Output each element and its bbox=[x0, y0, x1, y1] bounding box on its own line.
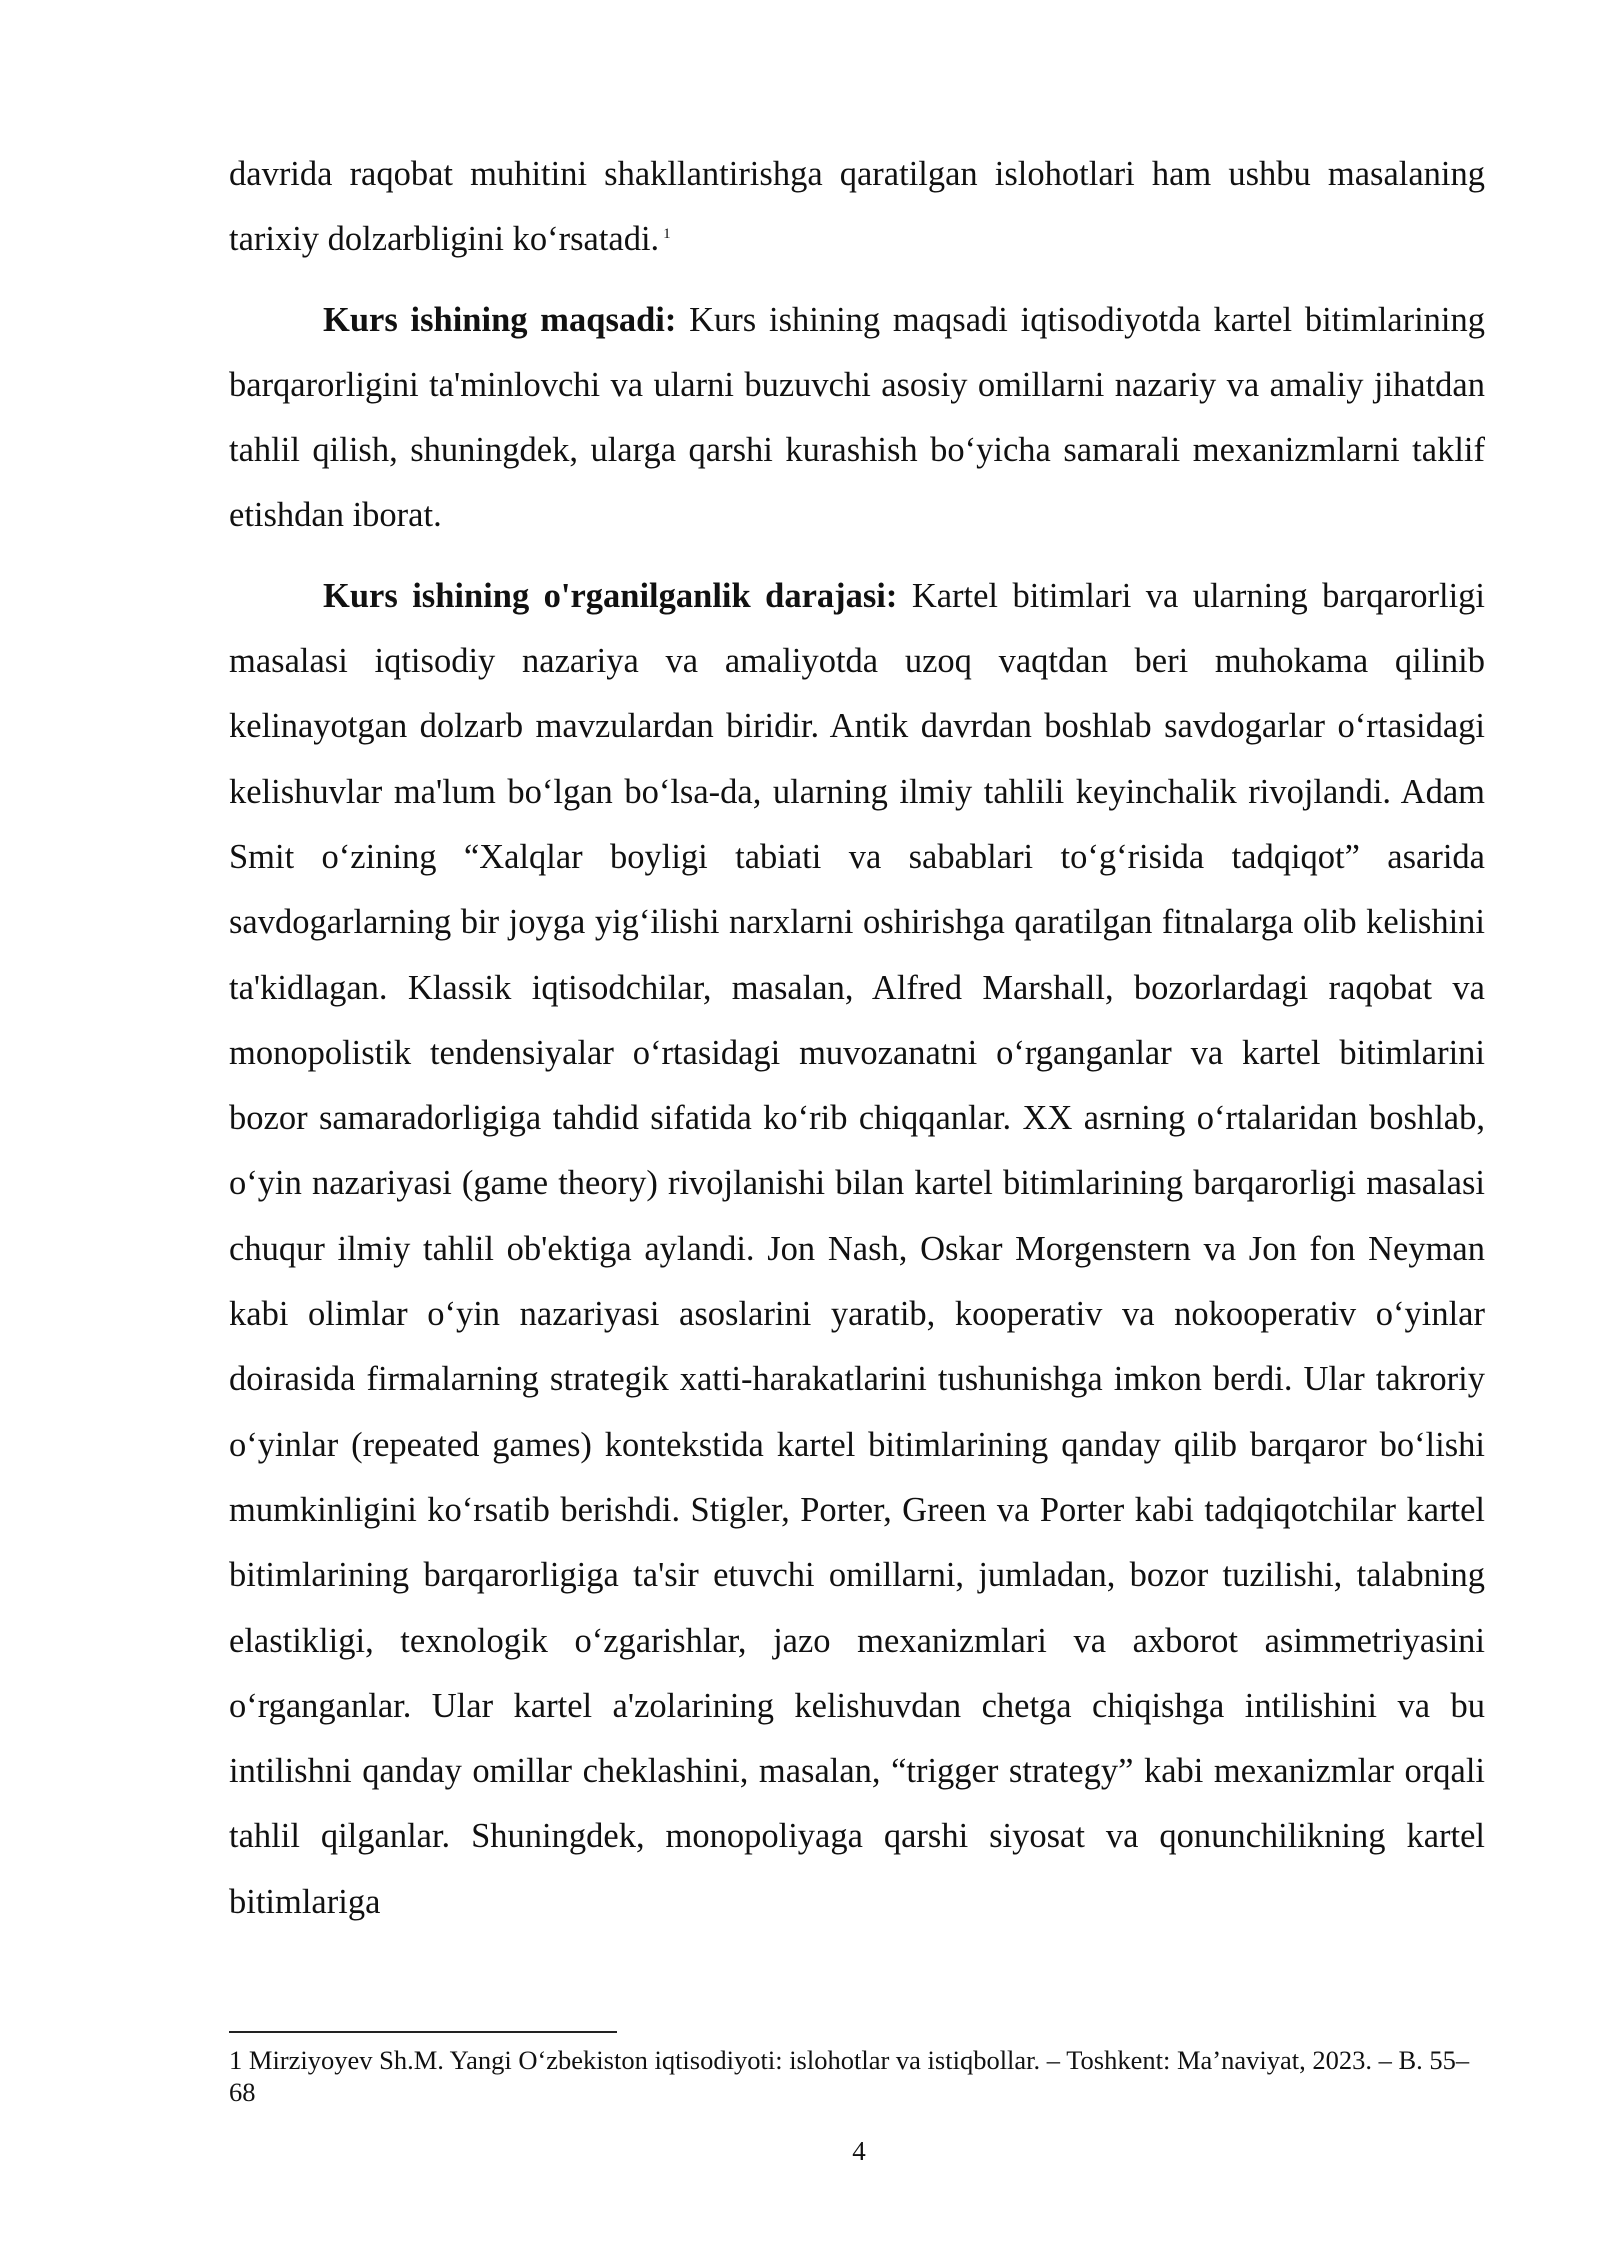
footnote-separator bbox=[229, 2031, 617, 2033]
body-text bbox=[229, 142, 1485, 1950]
paragraph-continuation bbox=[229, 142, 1485, 273]
paragraph-text: Kurs ishining maqsadi iqtisodiyotda kartel bitimlarining barqarorligini ta'minlovchi va ularni buzuvchi asosiy omillarni nazariy va amaliy jihatdan tahlil qilish, shuningdek, ularga qarshi kurashish bo‘yicha samarali mexanizmlarni taklif etishdan iborat. bbox=[229, 300, 1485, 535]
page-number: 4 bbox=[852, 2136, 866, 2166]
footnote-reference: 1 bbox=[663, 225, 671, 242]
paragraph-study-level bbox=[229, 564, 1485, 1935]
paragraph-heading: Kurs ishining o'rganilganlik darajasi: bbox=[323, 576, 898, 615]
paragraph-purpose bbox=[229, 288, 1485, 549]
footnote: 1 Mirziyoyev Sh.M. Yangi O‘zbekiston iqtisodiyoti: islohotlar va istiqbollar. – Toshkent: Ma’naviyat, 2023. – B. 55–68 bbox=[229, 2045, 1470, 2107]
paragraph-text: Kartel bitimlari va ularning barqarorligi masalasi iqtisodiy nazariya va amaliyotda uzoq vaqtdan beri muhokama qilinib kelinayotgan dolzarb mavzulardan biridir. Antik davrdan boshlab savdogarlar o‘rtasidagi kelishuvlar ma'lum bo‘lgan bo‘lsa-da, ularning ilmiy tahlili keyinchalik rivojlandi. Adam Smit o‘zining “Xalqlar boyligi tabiati va sabablari to‘g‘risida tadqiqot” asarida savdogarlarning bir joyga yig‘ilishi narxlarni oshirishga qaratilgan fitnalarga olib kelishini ta'kidlagan. Klassik iqtisodchilar, masalan, Alfred Marshall, bozorlardagi raqobat va monopolistik tendensiyalar o‘rtasidagi muvozanatni o‘rganganlar va kartel bitimlarini bozor samaradorligiga tahdid sifatida ko‘rib chiqqanlar. XX asrning o‘rtalaridan boshlab, o‘yin nazariyasi (game theory) rivojlanishi bilan kartel bitimlarining barqarorligi masalasi chuqur ilmiy tahlil ob'ektiga aylandi. Jon Nash, Oskar Morgenstern va Jon fon Neyman kabi olimlar o‘yin nazariyasi asoslarini yaratib, kooperativ va nokooperativ o‘yinlar doirasida firmalarning strategik xatti-harakatlarini tushunishga imkon berdi. Ular takroriy o‘yinlar (repeated games) kontekstida kartel bitimlarining qanday qilib barqaror bo‘lishi mumkinligini ko‘rsatib berishdi. Stigler, Porter, Green va Porter kabi tadqiqotchilar kartel bitimlarining barqarorligiga ta'sir etuvchi omillarni, jumladan, bozor tuzilishi, talabning elastikligi, texnologik o‘zgarishlar, jazo mexanizmlari va axborot asimmetriyasini o‘rganganlar. Ular kartel a'zolarining kelishuvdan chetga chiqishga intilishini va bu intilishni qanday omillar cheklashini, masalan, “trigger strategy” kabi mexanizmlar orqali tahlil qilganlar. Shuningdek, monopoliyaga qarshi siyosat va qonunchilikning kartel bitimlariga bbox=[229, 576, 1485, 1921]
paragraph-heading: Kurs ishining maqsadi: bbox=[323, 300, 677, 339]
paragraph-text: davrida raqobat muhitini shakllantirishga qaratilgan islohotlari ham ushbu masalaning tarixiy dolzarbligini ko‘rsatadi. bbox=[229, 155, 1485, 259]
